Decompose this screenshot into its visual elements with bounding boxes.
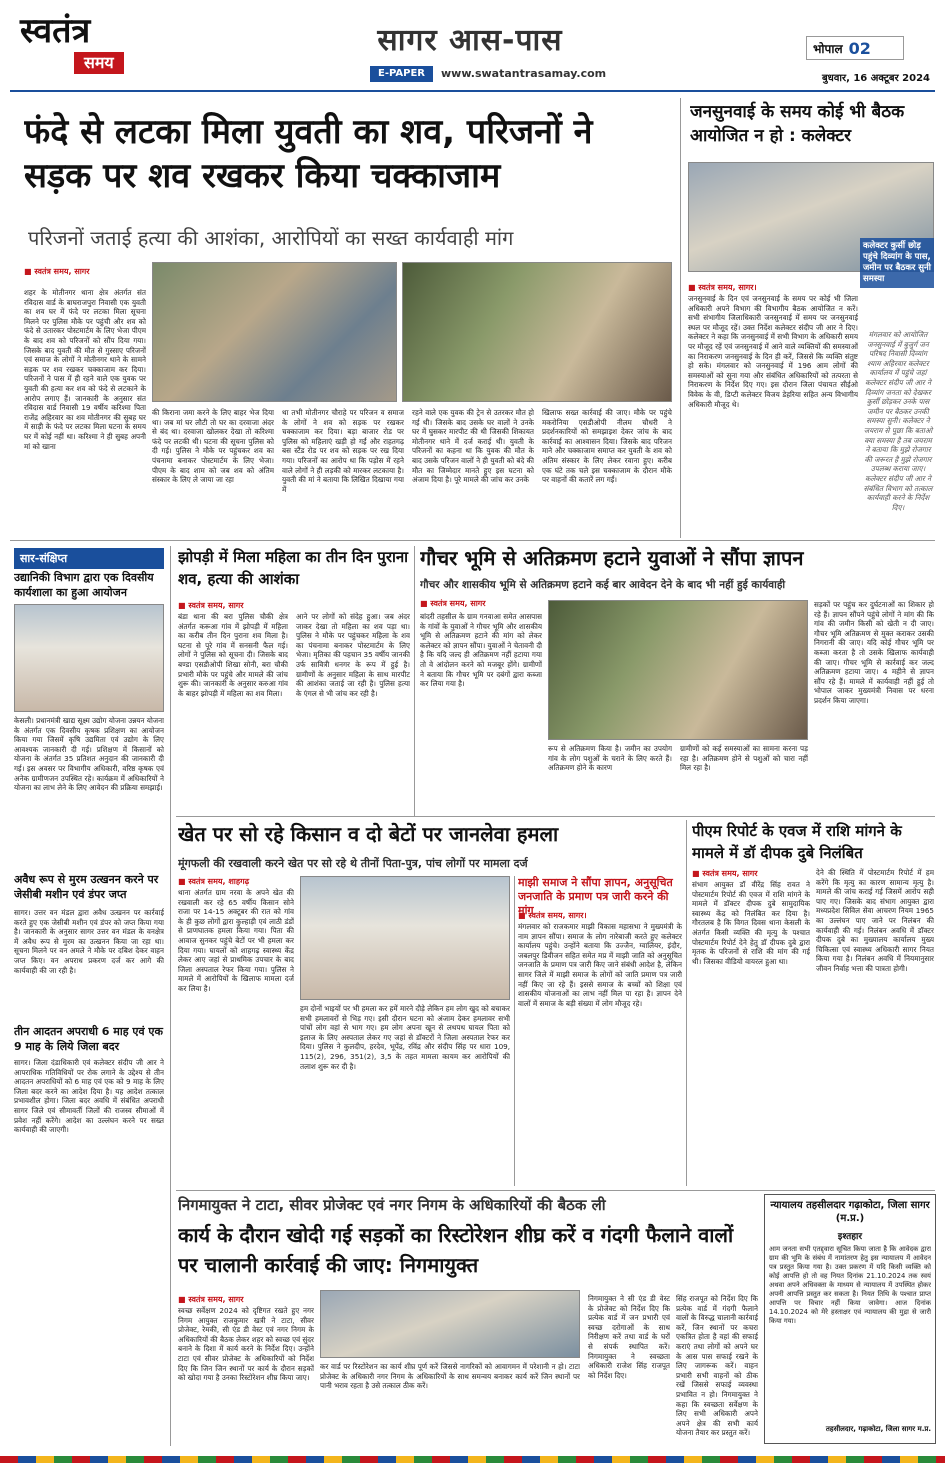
kisan-byline: ■ स्वतंत्र समय, शाहगढ़ — [178, 876, 249, 887]
page-number: 02 — [848, 38, 871, 58]
epaper-label: E-PAPER — [370, 66, 433, 82]
nigam-headline: कार्य के दौरान खोदी गई सड़कों का रिस्टोरेशन शीघ्र करें व गंदगी फैलाने वालों पर चालानी कार्रवाई की जाए: निगमायुक्त — [178, 1223, 734, 1277]
gochar-col3: ग्रामीणों को कई समस्याओं का सामना करना पड़ रहा है। अतिक्रमण होने से पशुओं को चारा नहीं मिल रहा है। — [680, 744, 808, 773]
jhopdi-byline: ■ स्वतंत्र समय, सागर — [178, 600, 244, 611]
kisan-subhead: मूंगफली की रखवाली करने खेत पर सो रहे थे तीनों पिता-पुत्र, पांच लोगों पर मामला दर्ज — [178, 857, 528, 870]
notice-title: न्यायालय तहसीलदार गढ़ाकोटा, जिला सागर (म.प्र.) — [770, 1200, 930, 1224]
jhopdi-headline: झोपड़ी में मिला महिला का तीन दिन पुराना शव, हत्या की आशंका — [178, 548, 409, 588]
lead-col5: खिलाफ सख्त कार्रवाई की जाए। मौके पर पहुंचे मकरोनिया एसडीओपी नीलम चौधरी ने प्रदर्शनकारियों को समझाइश देकर जांच के बाद कार्रवाई का आश्वासन दिया। जिसके बाद परिजन माने और चक्काजाम समाप्त कर युवती के शव को अंतिम संस्कार के लिए लेकर रवाना हुए। करीब एक घंटे तक चले इस चक्काजाम के दौरान मौके पर वाहनों की कतारें लग गईं। — [542, 408, 672, 485]
collector-photo-caption: कलेक्टर कुर्सी छोड़ पहुंचे दिव्यांग के पास, जमीन पर बैठकर सुनी समस्या — [860, 238, 934, 288]
collector-byline: ■ स्वतंत्र समय, सागर। — [688, 282, 757, 293]
brief-text-2: सागर। उत्तर वन मंडल द्वारा अवैध उत्खनन पर कार्रवाई करते हुए एक जेसीबी मशीन एवं डंपर को जप्त किया गया है। जानकारी के अनुसार सागर उत्तर वन मंडल के वनक्षेत्र में अवैध रूप से मुरम का उत्खनन किया जा रहा था। सूचना मिलने पर वन अमले ने मौके पर दबिश देकर वाहन जप्त किए। वन अपराध प्रकरण दर्ज कर आगे की कार्यवाही की जा रही है। — [14, 908, 164, 975]
gochar-col2: रूप से अतिक्रमण किया है। जमीन का उपयोग गांव के लोग पशुओं के चराने के लिए करते हैं। अतिक्रमण होने के कारण — [548, 744, 672, 773]
deepak-byline: ■ स्वतंत्र समय, सागर — [692, 868, 758, 879]
brief-photo — [14, 604, 164, 712]
deepak-col1: संभाग आयुक्त डॉ वीरेंद्र सिंह रावत ने पोस्टमार्टम रिपोर्ट की एवज में राशि मांगने के मामले में डॉक्टर दीपक दुबे सामुदायिक स्वास्थ्य केंद्र को निलंबित कर दिया है। गौरतलब है कि विगत दिवस थाना केसली के अंतर्गत किसी व्यक्ति की मृत्यु के पश्चात पोस्टमार्टम रिपोर्ट देने हेतु डॉ दीपक दुबे द्वारा मृतक के परिजनों से राशि की मांग की गई थी। जिसका वीडियो वायरल हुआ था। — [692, 880, 810, 966]
masthead — [0, 0, 945, 88]
lead-photo-1 — [152, 262, 397, 402]
nigam-col4: सिंह राजपूत को निर्देश दिए कि प्रत्येक वार्ड में गंदगी फैलाने वालों के विरुद्ध चालानी कार्रवाई करें, जिन स्थानों पर कचरा एकत्रित होता है वहां की सफाई कराएं तथा लोगों को अपने घर के आस पास सफाई रखने के लिए जागरूक करें। वाहन प्रभारी सभी वाहनों को ठीक रखें जिससे सफाई व्यवस्था प्रभावित न हो। निगमायुक्त ने कहा कि स्वच्छता सर्वेक्षण के लिए सभी अधिकारी अपने अपने क्षेत्र की सभी कार्य योजना तैयार कर प्रस्तुत करें। — [676, 1294, 758, 1438]
logo-line1: स्वतंत्र — [20, 11, 91, 51]
brief-headline-1: उद्यानिकी विभाग द्वारा एक दिवसीय कार्यशाला का हुआ आयोजन — [14, 571, 154, 599]
collector-headline: जनसुनवाई के समय कोई भी बैठक आयोजित न हो : कलेक्टर — [690, 102, 905, 146]
lead-headline: फंदे से लटका मिला युवती का शव, परिजनों ने सड़क पर शव रखकर किया चक्काजाम — [24, 112, 593, 196]
deepak-col2: देने की स्थिति में पोस्टमार्टम रिपोर्ट में हम करेंगे कि मृत्यु का कारण सामान्य मृत्यु है। मामले की जांच कराई गई जिसमें आरोप सही पाए गए। जिसके बाद संभाग आयुक्त द्वारा मध्यप्रदेश सिविल सेवा आचरण नियम 1965 का उल्लंघन पाए जाने पर निलंबन की कार्यवाही की गई। निलंबन अवधि में डॉक्टर दीपक दुबे का मुख्यालय कार्यालय मुख्य चिकित्सा एवं स्वास्थ्य अधिकारी सागर नियत किया गया है। निलंबन अवधि में नियमानुसार जीवन निर्वाह भत्ता की पात्रता होगी। — [816, 868, 934, 973]
website-link[interactable]: www.swatantrasamay.com — [441, 67, 607, 80]
gochar-col4: सड़कों पर पहुंच कर दुर्घटनाओं का शिकार हो रहे हैं। ज्ञापन सौंपने पहुंचे लोगों ने मांग की कि गांव की जमीन किसी को खेती न दी जाए। गौचर भूमि अतिक्रमण से मुक्त कराकर उसकी निगरानी की जाए। यदि कोई गौचर भूमि पर कब्जा करता है तो उसके खिलाफ कार्यवाही की जाए। गौचर भूमि से कार्रवाई कर जल्द अतिक्रमण हटाया जाए। 4 महीने से ज्ञापन सौंप रहे हैं। मामले में कार्यवाही नहीं हुई तो भोपाल जाकर मुख्यमंत्री निवास पर धरना प्रदर्शन किया जाएगा। — [814, 600, 934, 705]
divider — [514, 876, 515, 1186]
lead-col1: शहर के मोतीनगर थाना क्षेत्र अंतर्गत संत रविदास वार्ड के बाघराजपुरा निवासी एक युवती का शव घर में फंदे पर लटका मिला सूचना मिलने पर पुलिस मौके पर पहुंची और शव को फंदे से उतारकर पोस्टमार्टम के लिए भेजा पीएम के बाद शव को परिजनों को सौंप दिया गया। जिसके बाद युवती की मौत से गुस्साए परिजनों एवं समाज के लोगों ने मोतीनगर थाने के सामने सड़क पर शव रखकर चक्काजाम कर दिया। परिजनों ने पास में ही रहने वाले एक युवक पर युवती की हत्या कर शव को फंदे से लटकाने के आरोप लगाए हैं। जानकारी के अनुसार संत रविदास वार्ड निवासी 19 वर्षीय करिश्मा पिता राजेंद्र अहिरवार का शव मोतीनगर की सुबह घर में साड़ी के फंदे पर लटका मिला घटना के समय घर में कोई नहीं था। करिश्मा ने ही सुबह अपनी मां को खाना — [24, 288, 146, 451]
notice-label: इश्तहार — [837, 1232, 863, 1242]
logo-line2: समय — [74, 52, 124, 74]
city-badge — [806, 36, 904, 60]
kisan-headline: खेत पर सो रहे किसान व दो बेटों पर जानलेवा हमला — [178, 822, 559, 846]
gochar-subhead: गौचर और शासकीय भूमि से अतिक्रमण हटाने कई बार आवेदन देने के बाद भी नहीं हुई कार्यवाही — [420, 579, 786, 591]
divider — [170, 546, 171, 1446]
gochar-byline: ■ स्वतंत्र समय, सागर — [420, 598, 486, 609]
nigam-kicker: निगमायुक्त ने टाटा, सीवर प्रोजेक्ट एवं नगर निगम के अधिकारियों की बैठक ली — [178, 1196, 606, 1214]
kisan-col2: हम दोनों भाइयों पर भी हमला कर हमें मारने दौड़े लेकिन हम लोग खुद को बचाकर सभी हमलावरों से भिड़ गए। इसी दौरान घटना को अंजाम देकर हमलावर सभी पांचों लोग वहां से भाग गए। हम लोग अपना खून से लथपथ घायल पिता को इलाज के लिए अस्पताल लेकर गए जहां से डॉक्टरों ने जिला अस्पताल रेफर कर दिया। पुलिस ने कुलदीप, हरदेव, भूपेंद्र, रविंद्र और संदीप सिंह पर धारा 109, 115(2), 296, 351(2), 3,5 के तहत मामला कायम कर आरोपियों की तलाश शुरू कर दी है। — [300, 1004, 510, 1071]
lead-byline: ■ स्वतंत्र समय, सागर — [24, 266, 90, 277]
brief-headline-2: अवैध रूप से मुरम उत्खनन करने पर जेसीबी मशीन एवं डंपर जप्त — [14, 873, 159, 901]
brief-headline-3: तीन आदतन अपराधी 6 माह एवं एक 9 माह के लिये जिला बदर — [14, 1025, 163, 1053]
kisan-photo — [300, 876, 510, 1000]
footer-color-bar — [0, 1456, 945, 1463]
majhi-byline: ■ स्वतंत्र समय, सागर। — [518, 910, 587, 921]
nigam-photo — [320, 1290, 580, 1358]
legal-notice — [764, 1194, 936, 1444]
city-name: भोपाल — [813, 41, 843, 56]
nigam-col2: कर वार्ड पर रिस्टोरेशन का कार्य शीघ्र पूर्ण करें जिससे नागरिकों को आवागमन में परेशानी न हो। टाटा प्रोजेक्ट के अधिकारी नगर निगम के अधिकारियों के साथ समन्वय बनाकर कार्य करें जिन स्थानों पर पानी भराव रहता है उसे तत्काल ठीक करें। — [320, 1362, 580, 1391]
brief-text-3: सागर। जिला दंडाधिकारी एवं कलेक्टर संदीप जी आर ने आपराधिक गतिविधियों पर रोक लगाने के उद्देश्य से तीन आदतन अपराधियों को 6 माह एवं एक को 9 माह के लिए जिला बदर करने का आदेश दिया है। यह आदेश तत्काल प्रभावशील होगा। जिला बदर अवधि में संबंधित अपराधी सागर जिले एवं सीमावर्ती जिलों की राजस्व सीमाओं में प्रवेश नहीं करेंगे। आदेश का उल्लंघन करने पर सख्त कार्यवाही की जाएगी। — [14, 1058, 164, 1135]
masthead-logo — [20, 12, 170, 82]
lead-col4: रहने वाले एक युवक की ट्रेन से उतरकर मौत हो गई थी। जिसके बाद उसके घर वालों ने उनके घर में घुसकर मारपीट की थी जिसकी शिकायत मोतीनगर थाने में दर्ज कराई थी। युवती के परिजनों का कहना था कि युवक की मौत के बाद उसके परिजन वालों ने ही युवती को बंदे की मौत का जिम्मेदार मानते हुए इस घटना को अंजाम दिया है। पूरे मामले की जांच कर उनके — [412, 408, 534, 485]
lead-subhead: परिजनों जताई हत्या की आशंका, आरोपियों का सख्त कार्यवाही मांग — [28, 226, 514, 250]
issue-date: बुधवार, 16 अक्टूबर 2024 — [821, 73, 930, 84]
divider — [176, 1190, 935, 1191]
collector-body: जनसुनवाई के दिन एवं जनसुनवाई के समय पर कोई भी जिला अधिकारी अपने विभाग की विभागीय बैठक आयोजित न करें। सभी संभागीय जिलाधिकारी जनसुनवाई में समय पर जनसुनवाई स्थल पर मौजूद रहें। उक्त निर्देश कलेक्टर संदीप जी आर ने दिए। कलेक्टर ने कहा कि जनसुनवाई में सभी विभाग के अधिकारी समय पर मौजूद रहें एवं जनसुनवाई में आने वाले व्यक्तियों की समस्याओं का निराकरण जनसुनवाई के दिन ही करें, जिससे कि व्यक्ति संतुष्ट हो सके। मंगलवार को जनसुनवाई में 196 आम लोगों की समस्याओं को सुना गया और संबंधित अधिकारियों को तत्परता से निराकरण के निर्देश दिए गए। इस दौरान जिला पंचायत सीईओ विवेक के वी, डिप्टी कलेक्टर विजय डेहरिया सहित अन्य विभागीय अधिकारी मौजूद थे। — [688, 294, 858, 409]
majhi-headline: माझी समाज ने सौंपा ज्ञापन, अनुसूचित जनजाति के प्रमाण पत्र जारी करने की मांग — [518, 876, 673, 917]
gochar-photo — [548, 600, 808, 740]
notice-body: आम जनता सभी एतद्द्वारा सूचित किया जाता है कि आवेदक द्वारा ग्राम की भूमि के संबंध में नामांतरण हेतु इस न्यायालय में आवेदन पत्र प्रस्तुत किया गया है। उक्त प्रकरण में यदि किसी व्यक्ति को कोई आपत्ति हो तो वह नियत दिनांक 21.10.2024 तक स्वयं अथवा अपने अधिवक्ता के माध्यम से न्यायालय में उपस्थित होकर अपनी आपत्ति प्रस्तुत कर सकता है। नियत तिथि के पश्चात प्राप्त आपत्ति पर विचार नहीं किया जावेगा। आज दिनांक 14.10.2024 को मेरे हस्ताक्षर एवं न्यायालय की मुद्रा से जारी किया गया। — [769, 1245, 931, 1325]
brief-label: सार-संक्षिप्त — [14, 548, 164, 569]
nigam-byline: ■ स्वतंत्र समय, सागर — [178, 1294, 244, 1305]
majhi-text: मंगलवार को राजकमार माझी विकास महासभा ने मुख्यमंत्री के नाम ज्ञापन सौंपा। समाज के लोग नारेबाजी करते हुए कलेक्टर कार्यालय पहुंचे। उन्होंने बताया कि उज्जैन, ग्वालियर, इंदौर, जबलपुर डिवीजन सहित समेत मप्र में माझी जाति को अनुसूचित जनजाति के प्रमाण पत्र जारी किए जाने संबंधी आदेश है, लेकिन सागर जिले में माझी समाज के लोगों को जाति प्रमाण पत्र जारी नहीं किए जा रहे हैं। इससे समाज के बच्चों को शिक्षा एवं शासकीय योजनाओं का लाभ नहीं मिल पा रहा है। ज्ञापन देने वालों में समाज के बड़ी संख्या में लोग मौजूद रहे। — [518, 922, 682, 1008]
divider — [176, 816, 935, 817]
gochar-col1: बांदरी तहसील के ग्राम गनवाआ समेत आसपास के गांवों के युवाओं ने गौचर भूमि और शासकीय भूमि से अतिक्रमण हटाने की मांग को लेकर कलेक्टर को ज्ञापन सौंपा। युवाओं ने चेतावनी दी है कि यदि जल्द ही अतिक्रमण नहीं हटाया गया तो वे आंदोलन करने को मजबूर होंगे। ग्रामीणों ने बताया कि गौचर भूमि पर दबंगों द्वारा कब्जा कर लिया गया है। — [420, 612, 542, 689]
lead-col3: था तभी मोतीनगर चौराहे पर परिजन व समाज के लोगों ने शव को सड़क पर रखकर चक्काजाम कर दिया। बड़ा बाजार रोड पर पुलिस को महिलाएं खड़ी हो गईं और राहतगढ़ बस स्टैंड रोड पर शव को सड़क पर रख दिया गया। परिजनों का आरोप था कि पड़ोस में रहने वाले लोगों ने ही लड़की को मारकर लटकाया है। युवती की मां ने बताया कि लिखित दिखाया गया में — [282, 408, 404, 494]
brief-text-1: केसली। प्रधानमंत्री खाद्य सूक्ष्म उद्योग योजना उन्नयन योजना के अंतर्गत एक दिवसीय कृषक प्रशिक्षण का आयोजन किया गया जिसमें कृषि उद्यमिता एवं उद्योग के लिए आवश्यक जानकारी दी गई। प्रशिक्षण में किसानों को योजना के अंतर्गत 35 प्रतिशत अनुदान की जानकारी दी गई। इस अवसर पर विभागीय अधिकारी, वरिष्ठ कृषक एवं अनेक ग्रामीणजन उपस्थित रहे। कार्यक्रम में अधिकारियों ने योजना का लाभ लेने के लिए आवेदन की प्रक्रिया समझाई। — [14, 716, 164, 793]
divider — [680, 98, 681, 538]
divider — [686, 820, 687, 1186]
masthead-rule — [10, 90, 935, 92]
jhopdi-col1: बंडा थाना की बरा पुलिस चौकी क्षेत्र अंतर्गत करूआ गांव में झोपड़ी में महिला का करीब तीन दिन पुराना शव मिला है। घटना से पूरे गांव में सनसनी फैल गई। लोगों ने पुलिस को सूचना दी। जिसके बाद बण्डा एसडीओपी शिखा सोनी, बरा चौकी प्रभारी मौके पर पहुंचे और मामले की जांच शुरू की। जानकारी के अनुसार करुआ गांव के बाहर झोपड़ी में महिला का शव मिला। — [178, 612, 288, 698]
epaper-bar — [370, 66, 790, 82]
lead-col2: की किराना जमा करने के लिए बाहर भेज दिया था। जब मां घर लौटी तो घर का दरवाजा अंदर से बंद था। दरवाजा खोलकर देखा तो करिश्मा फंदे पर लटकी थी। घटना की सूचना पुलिस को दी गई। पुलिस ने मौके पर पहुंचकर शव का पंचनामा बनाकर पोस्टमार्टम के लिए भेजा। पीएम के बाद शाम को जब शव को अंतिम संस्कार के लिए ले जाया जा रहा — [152, 408, 274, 485]
jhopdi-col2: आने पर लोगों को संदेह हुआ। जब अंदर जाकर देखा तो महिला का शव पड़ा था। पुलिस ने मौके पर पहुंचकर महिला के शव का पंचनामा बनाकर पोस्टमार्टम के लिए भेजा। मृतिका की पहचान 35 वर्षीय जानकी उर्फ सावित्री धनगर के रूप में हुई है। ग्रामीणों के अनुसार महिला के साथ मारपीट की आशंका जताई जा रही है। पुलिस हत्या के एंगल से भी जांच कर रही है। — [296, 612, 410, 698]
deepak-headline: पीएम रिपोर्ट के एवज में राशि मांगने के मामले में डॉ दीपक दुबे निलंबित — [692, 822, 902, 862]
section-title: सागर आस-पास — [377, 23, 563, 58]
notice-signature: तहसीलदार, गढ़ाकोटा, जिला सागर म.प्र. — [825, 1425, 931, 1433]
nigam-col3: निगमायुक्त ने सी एंड डी वेस्ट के प्रोजेक्ट को निर्देश दिए कि प्रत्येक वार्ड में जन प्रभारी एवं स्वच्छ दरोगाओं के साथ निरीक्षण करें तथा वार्ड के घरों से संपर्क स्थापित करें। निगमायुक्त ने स्वच्छता अधिकारी राजेश सिंह राजपूत को निर्देश दिए। — [588, 1294, 670, 1380]
divider — [10, 540, 935, 541]
kisan-col1: थाना अंतर्गत ग्राम नरवा के अपने खेत की रखवाली कर रहे 65 वर्षीय किसान सोने राजा पर 14-15 अक्टूबर की रात को गांव के ही कुछ लोगों द्वारा कुल्हाड़ी एवं लाठी डंडों से प्राणघातक हमला किया गया। पिता की आवाज सुनकर पहुंचे बेटों पर भी हमला कर दिया गया। घायलों को शाहगढ़ स्वास्थ्य केंद्र लेकर आए जहां से प्राथमिक उपचार के बाद जिला अस्पताल रेफर किया गया। पुलिस ने मामले में आरोपियों के खिलाफ मामला दर्ज कर लिया है। — [178, 888, 294, 993]
gochar-headline: गौचर भूमि से अतिक्रमण हटाने युवाओं ने सौंपा ज्ञापन — [420, 546, 804, 570]
nigam-col1: स्वच्छ सर्वेक्षण 2024 को दृष्टिगत रखते हुए नगर निगम आयुक्त राजकुमार खत्री ने टाटा, सीवर प्रोजेक्ट, रेमकी, सी एंड डी वेस्ट एवं नगर निगम के अधिकारियों की बैठक लेकर शहर को स्वच्छ एवं सुंदर बनाने के दिशा में कार्य करने के निर्देश दिए। उन्होंने टाटा एवं सीवर प्रोजेक्ट के अधिकारियों को निर्देश दिए कि जिन जिन स्थानों पर कार्य के दौरान सड़कों को खोदा गया है उनका रिस्टोरेशन शीघ्र किया जाए। — [178, 1306, 314, 1383]
collector-side-note: मंगलवार को आयोजित जनसुनवाई में बुजुर्ग जन परिषद निवासी दिव्यांग श्याम अहिरवार कलेक्टर कार्यालय में पहुंचे जहां कलेक्टर संदीप जी आर ने दिव्यांग जनता को देखकर कुर्सी छोड़कर उनके पास जमीन पर बैठकर उनकी समस्या सुनी। कलेक्टर ने जयराम से पूछा कि बताओ क्या समस्या है तब जयराम ने बताया कि मुझे रोजगार की जरूरत है मुझे रोजगार उपलब्ध कराया जाए। कलेक्टर संदीप जी आर ने संबंधित विभाग को तत्काल कार्यवाही करने के निर्देश दिए। — [863, 330, 933, 512]
lead-photo-2 — [402, 262, 672, 402]
divider — [414, 546, 415, 816]
